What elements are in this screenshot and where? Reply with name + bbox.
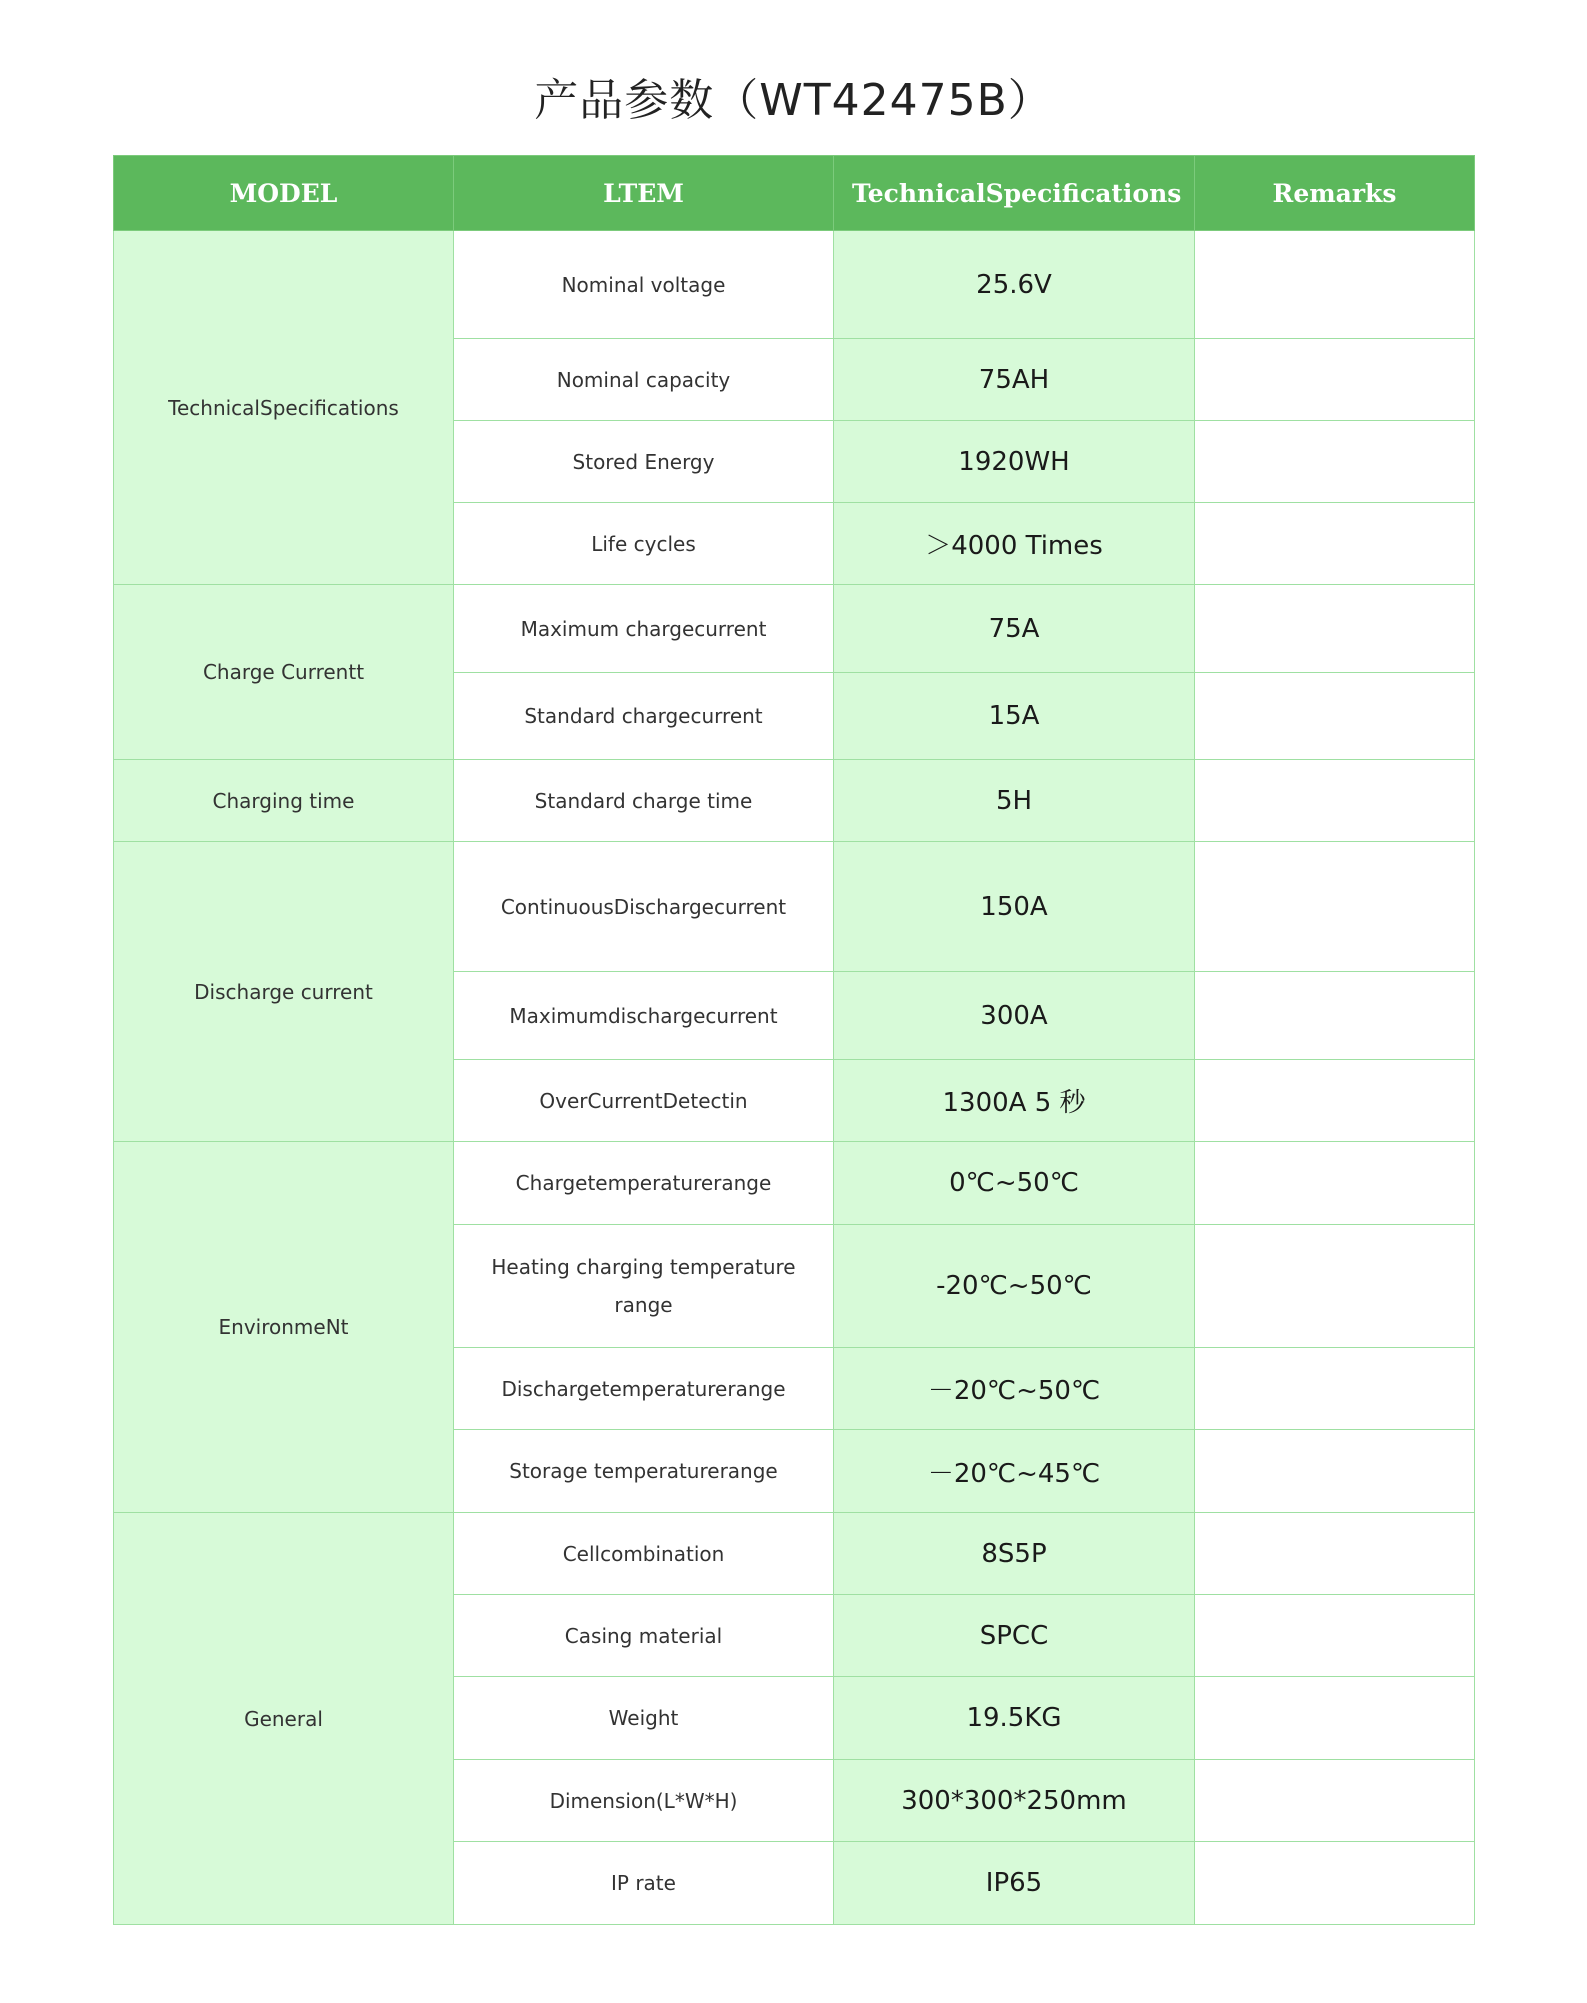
header-model: MODEL xyxy=(114,156,454,231)
value-cell: 75A xyxy=(834,585,1195,673)
remark-cell xyxy=(1195,421,1475,503)
item-cell: IP rate xyxy=(454,1842,834,1925)
item-cell: Nominal voltage xyxy=(454,231,834,339)
value-cell: 15A xyxy=(834,673,1195,760)
value-cell: 150A xyxy=(834,842,1195,972)
value-cell: 300A xyxy=(834,972,1195,1060)
remark-cell xyxy=(1195,231,1475,339)
remark-cell xyxy=(1195,1842,1475,1925)
item-cell: Dimension(L*W*H) xyxy=(454,1760,834,1842)
table-row xyxy=(114,760,1475,842)
value-cell: 300*300*250mm xyxy=(834,1760,1195,1842)
group-environment: EnvironmeNt xyxy=(114,1142,454,1513)
item-cell: Maximum chargecurrent xyxy=(454,585,834,673)
remark-cell xyxy=(1195,760,1475,842)
value-cell: SPCC xyxy=(834,1595,1195,1677)
remark-cell xyxy=(1195,1430,1475,1513)
value-cell: 75AH xyxy=(834,339,1195,421)
remark-cell xyxy=(1195,1677,1475,1760)
group-charge-current: Charge Currentt xyxy=(114,585,454,760)
value-cell: 0℃~50℃ xyxy=(834,1142,1195,1225)
value-cell: 1300A 5 秒 xyxy=(834,1060,1195,1142)
remark-cell xyxy=(1195,1513,1475,1595)
remark-cell xyxy=(1195,585,1475,673)
value-cell: 25.6V xyxy=(834,231,1195,339)
item-cell: Life cycles xyxy=(454,503,834,585)
item-cell: Heating charging temperature range xyxy=(454,1225,834,1348)
remark-cell xyxy=(1195,1595,1475,1677)
item-cell: Chargetemperaturerange xyxy=(454,1142,834,1225)
group-charging-time: Charging time xyxy=(114,760,454,842)
group-discharge-current: Discharge current xyxy=(114,842,454,1142)
item-cell: Casing material xyxy=(454,1595,834,1677)
table-row xyxy=(114,231,1475,339)
value-cell: IP65 xyxy=(834,1842,1195,1925)
remark-cell xyxy=(1195,673,1475,760)
remark-cell xyxy=(1195,339,1475,421)
value-cell: 19.5KG xyxy=(834,1677,1195,1760)
item-cell: Maximumdischargecurrent xyxy=(454,972,834,1060)
value-cell: －20℃~50℃ xyxy=(834,1348,1195,1430)
remark-cell xyxy=(1195,503,1475,585)
item-cell: Stored Energy xyxy=(454,421,834,503)
value-cell: 8S5P xyxy=(834,1513,1195,1595)
value-cell: －20℃~45℃ xyxy=(834,1430,1195,1513)
table-row xyxy=(114,585,1475,673)
value-cell: -20℃~50℃ xyxy=(834,1225,1195,1348)
item-cell: ContinuousDischargecurrent xyxy=(454,842,834,972)
header-item: LTEM xyxy=(454,156,834,231)
item-cell: Dischargetemperaturerange xyxy=(454,1348,834,1430)
remark-cell xyxy=(1195,972,1475,1060)
group-technical: TechnicalSpecifications xyxy=(114,231,454,585)
group-general: General xyxy=(114,1513,454,1925)
remark-cell xyxy=(1195,1142,1475,1225)
header-row xyxy=(114,156,1475,231)
item-cell: Standard chargecurrent xyxy=(454,673,834,760)
spec-table xyxy=(113,155,1475,1925)
remark-cell xyxy=(1195,1348,1475,1430)
remark-cell xyxy=(1195,842,1475,972)
item-cell: Standard charge time xyxy=(454,760,834,842)
table-row xyxy=(114,842,1475,972)
remark-cell xyxy=(1195,1060,1475,1142)
item-cell: Storage temperaturerange xyxy=(454,1430,834,1513)
item-cell: Weight xyxy=(454,1677,834,1760)
item-cell: Cellcombination xyxy=(454,1513,834,1595)
remark-cell xyxy=(1195,1760,1475,1842)
value-cell: 1920WH xyxy=(834,421,1195,503)
remark-cell xyxy=(1195,1225,1475,1348)
value-cell: 5H xyxy=(834,760,1195,842)
page-title: 产品参数（WT42475B） xyxy=(534,75,1053,126)
header-spec: TechnicalSpecifications xyxy=(834,156,1195,231)
item-cell: Nominal capacity xyxy=(454,339,834,421)
header-remarks: Remarks xyxy=(1195,156,1475,231)
table-row xyxy=(114,1142,1475,1225)
value-cell: ＞4000 Times xyxy=(834,503,1195,585)
table-row xyxy=(114,1513,1475,1595)
item-cell: OverCurrentDetectin xyxy=(454,1060,834,1142)
